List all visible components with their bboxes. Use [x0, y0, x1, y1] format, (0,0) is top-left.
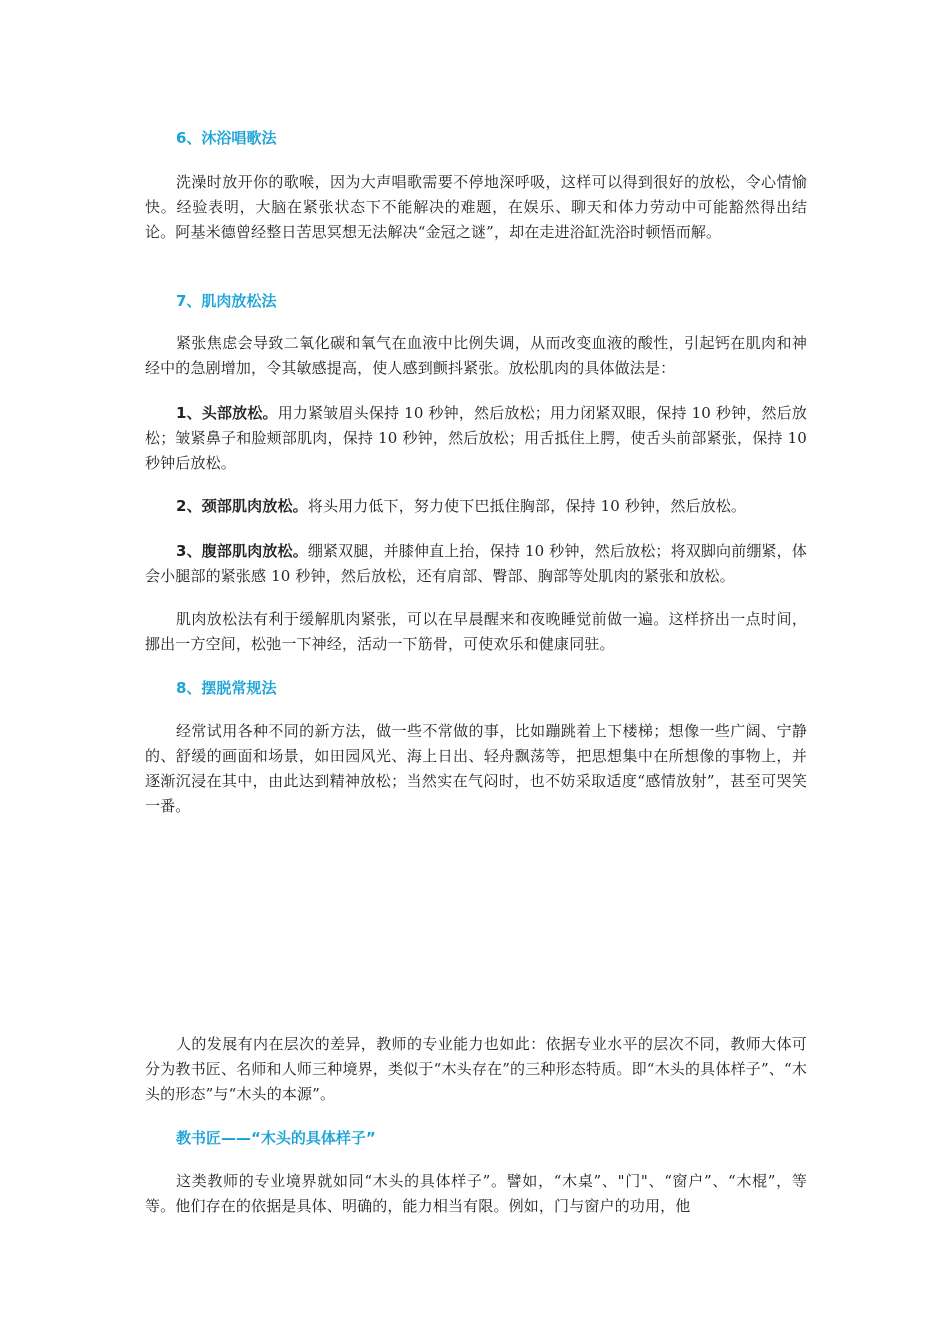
- list-item-text: 用力紧皱眉头保持 10 秒钟，然后放松；用力闭紧双眼，保持 10 秒钟，然后放松；皱紧鼻子和脸颊部肌肉，保持 10 秒钟，然后放松；用舌抵住上腭，使舌头前部紧张，保持 10 秒钟后放松。: [145, 404, 807, 472]
- list-item-title: 3、腹部肌肉放松。: [176, 542, 308, 560]
- list-item-head-relax: [145, 401, 807, 476]
- list-item-abdomen-relax: [145, 539, 807, 589]
- teacher-craftsman-paragraph: 这类教师的专业境界就如同“木头的具体样子”。譬如，“木桌”、"门"、“窗户”、“木棍”，等等。他们存在的依据是具体、明确的，能力相当有限。例如，门与窗户的功用，他: [145, 1172, 807, 1215]
- section-7-heading: 7、肌肉放松法: [176, 292, 277, 310]
- section-6-paragraph: 洗澡时放开你的歌喉，因为大声唱歌需要不停地深呼吸，这样可以得到很好的放松，令心情愉快。经验表明，大脑在紧张状态下不能解决的难题，在娱乐、聊天和体力劳动中可能豁然得出结论。阿基米德曾经整日苦思冥想无法解决“金冠之谜”，却在走进浴缸洗浴时顿悟而解。: [145, 173, 807, 241]
- section-7-intro: 紧张焦虑会导致二氧化碳和氧气在血液中比例失调，从而改变血液的酸性，引起钙在肌肉和神经中的急剧增加，令其敏感提高，使人感到颤抖紧张。放松肌肉的具体做法是：: [145, 334, 807, 377]
- list-item-text: 将头用力低下，努力使下巴抵住胸部，保持 10 秒钟，然后放松。: [307, 497, 747, 515]
- list-item-neck-relax: [145, 494, 807, 519]
- section-6-heading: 6、沐浴唱歌法: [176, 129, 277, 147]
- list-item-title: 1、头部放松。: [176, 404, 278, 422]
- section-8-heading: 8、摆脱常规法: [176, 679, 277, 697]
- list-item-title: 2、颈部肌肉放松。: [176, 497, 308, 515]
- section-8-paragraph: 经常试用各种不同的新方法，做一些不常做的事，比如蹦跳着上下楼梯；想像一些广阔、宁静的、舒缓的画面和场景，如田园风光、海上日出、轻舟飘荡等，把思想集中在所想像的事物上，并逐渐沉浸在其中，由此达到精神放松；当然实在气闷时，也不妨采取适度“感情放射”，甚至可哭笑一番。: [145, 722, 807, 815]
- section-7-closing: 肌肉放松法有利于缓解肌肉紧张，可以在早晨醒来和夜晚睡觉前做一遍。这样挤出一点时间，挪出一方空间，松弛一下神经，活动一下筋骨，可使欢乐和健康同驻。: [145, 610, 807, 653]
- teacher-craftsman-heading: 教书匠——“木头的具体样子”: [176, 1129, 376, 1147]
- list-item-text: 绷紧双腿，并膝伸直上抬，保持 10 秒钟，然后放松；将双脚向前绷紧，体会小腿部的紧张感 10 秒钟，然后放松，还有肩部、臀部、胸部等处肌肉的紧张和放松。: [145, 542, 807, 585]
- teacher-intro-paragraph: 人的发展有内在层次的差异，教师的专业能力也如此：依据专业水平的层次不同，教师大体可分为教书匠、名师和人师三种境界，类似于“木头存在”的三种形态特质。即“木头的具体样子”、“木头的形态”与“木头的本源”。: [145, 1035, 807, 1103]
